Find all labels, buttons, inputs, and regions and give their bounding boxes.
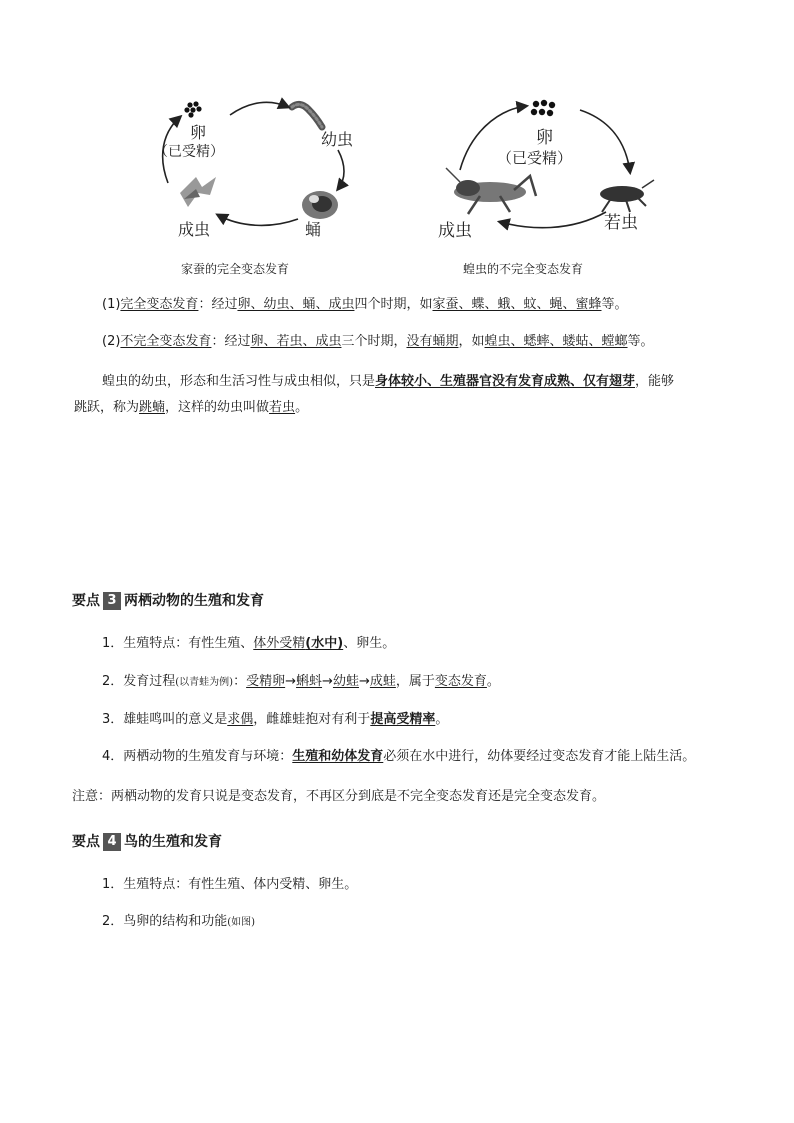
section4-item1: 1．生殖特点：有性生殖、体内受精、卵生。: [102, 877, 358, 892]
section3-item3: [102, 710, 448, 730]
section3-item1: [102, 634, 395, 654]
diagram-right-caption: 蝗虫的不完全变态发育: [463, 262, 584, 276]
para1-text2: 四个时期，如: [354, 297, 433, 312]
arrow-egg-to-larva: [230, 102, 288, 115]
s3-item2-arrow-2: →: [322, 674, 333, 689]
para2-text1: ：经过: [211, 334, 251, 349]
locust-nymph-paragraph-line1: [102, 372, 674, 392]
section3-item4: [102, 747, 695, 767]
para1-term: 完全变态发育: [120, 297, 199, 312]
s3-item1-in-water: (水中): [305, 636, 344, 651]
section4-title: 鸟的生殖和发育: [124, 834, 222, 850]
para2-text3: ，如: [458, 334, 485, 349]
section3-note: 注意：两栖动物的发育只说是变态发育，不再区分到底是不完全变态发育还是完全变态发育。: [72, 789, 606, 804]
s3-item1-external-fertilization: 体外受精: [253, 636, 306, 651]
diagram-left-larva-label: 幼虫: [321, 130, 354, 149]
s3-item2-metamorphosis: 变态发育: [434, 674, 487, 689]
para1-examples: 家蚕、蝶、蛾、蚊、蝇、蜜蜂: [432, 297, 602, 312]
diagram-right-fertilized-label: （已受精）: [497, 149, 573, 167]
para3-text3: 跳跃，称为: [74, 400, 140, 415]
arrow-pupa-to-adult: [218, 215, 298, 225]
para1-stages: 卵、幼虫、蛹、成虫: [237, 297, 355, 312]
s3-item1-text1: 1．生殖特点：有性生殖、: [102, 636, 254, 651]
s3-item3-fertilization-rate: 提高受精率: [370, 712, 436, 727]
s3-item2-tadpole: 蝌蚪: [296, 674, 323, 689]
section3-label: 要点: [72, 593, 100, 609]
arrow-egg-to-nymph: [580, 110, 630, 172]
s3-item2-text4: 。: [486, 674, 500, 689]
s3-item2-adult-frog: 成蛙: [369, 674, 396, 689]
para2-examples: 蝗虫、蟋蟀、蝼蛄、螳螂: [484, 334, 628, 349]
silkworm-larva-icon: [292, 104, 322, 127]
s3-item2-text1: 2．发育过程: [102, 674, 176, 689]
s3-item2-froglet: 幼蛙: [332, 674, 359, 689]
complete-metamorphosis-paragraph: [102, 295, 628, 315]
section3-heading: [72, 590, 264, 612]
para1-text1: ：经过: [198, 297, 238, 312]
s3-item2-fertilized-egg: 受精卵: [246, 674, 286, 689]
egg-cluster-icon: [184, 101, 201, 117]
para2-term: 不完全变态发育: [120, 334, 212, 349]
section3-title: 两栖动物的生殖和发育: [124, 593, 264, 609]
s3-item4-text1: 4．两栖动物的生殖发育与环境：: [102, 749, 293, 764]
section4-number-badge: 4: [103, 833, 121, 851]
para3-text4: ，这样的幼虫叫做: [165, 400, 270, 415]
para2-text2: 三个时期，: [341, 334, 407, 349]
s3-item3-courtship: 求偶: [227, 712, 254, 727]
s4-item2-text1: 2．鸟卵的结构和功能: [102, 914, 228, 929]
egg-cluster-icon: [531, 100, 555, 116]
s3-item2-arrow-3: →: [358, 674, 370, 689]
section4-label: 要点: [72, 834, 100, 850]
locust-nymph-paragraph-line2: [74, 398, 308, 418]
section4-item2: [102, 912, 255, 933]
diagram-left-egg-label: 卵: [190, 123, 207, 142]
s3-item1-text2: 、卵生。: [343, 636, 396, 651]
para2-prefix: (2): [102, 334, 121, 349]
section3-number-badge: 3: [103, 592, 121, 610]
s4-item2-note: (如图): [227, 917, 256, 928]
s3-item4-reproduction-larval: 生殖和幼体发育: [292, 749, 384, 764]
para3-text1: 蝗虫的幼虫，形态和生活习性与成虫相似，只是: [102, 374, 376, 389]
arrow-larva-to-pupa: [338, 150, 344, 189]
s3-item3-text3: 。: [435, 712, 449, 727]
para2-no-pupa: 没有蛹期: [406, 334, 459, 349]
diagram-right-nymph-label: 若虫: [604, 213, 638, 233]
s3-item3-text1: 3．雄蛙鸣叫的意义是: [102, 712, 228, 727]
diagram-right-adult-label: 成虫: [438, 221, 472, 241]
para3-highlight: 身体较小、生殖器官没有发育成熟、仅有翅芽: [375, 374, 636, 389]
diagram-left-caption: 家蚕的完全变态发育: [181, 262, 290, 276]
locust-adult-icon: [446, 168, 536, 214]
incomplete-metamorphosis-paragraph: [102, 332, 654, 352]
para3-text2: ，能够: [635, 374, 675, 389]
s3-item2-text3: ，属于: [395, 674, 435, 689]
s3-item4-text2: 必须在水中进行，幼体要经过变态发育才能上陆生活。: [383, 749, 696, 764]
s3-item3-text2: ，雌雄蛙抱对有利于: [253, 712, 371, 727]
diagram-left-adult-label: 成虫: [178, 220, 211, 239]
diagram-right-egg-label: 卵: [536, 128, 553, 148]
section3-item2: [102, 672, 500, 693]
diagram-left-fertilized-label: （已受精）: [154, 144, 224, 160]
s3-item2-note: (以青蛙为例): [175, 677, 234, 688]
silkworm-pupa-icon: [302, 191, 338, 219]
silkworm-moth-icon: [180, 177, 216, 207]
section4-heading: [72, 831, 222, 853]
para1-prefix: (1): [102, 297, 121, 312]
s3-item2-arrow-1: →: [285, 674, 297, 689]
s3-item2-colon: ：: [233, 674, 247, 689]
arrow-nymph-to-adult: [500, 212, 606, 228]
para3-hopper: 跳蝻: [139, 400, 166, 415]
para3-text5: 。: [295, 400, 309, 415]
para1-text3: 等。: [601, 297, 628, 312]
para2-stages: 卵、若虫、成虫: [250, 334, 342, 349]
para2-text4: 等。: [627, 334, 654, 349]
para3-nymph: 若虫: [269, 400, 296, 415]
diagram-left-pupa-label: 蛹: [305, 220, 322, 239]
